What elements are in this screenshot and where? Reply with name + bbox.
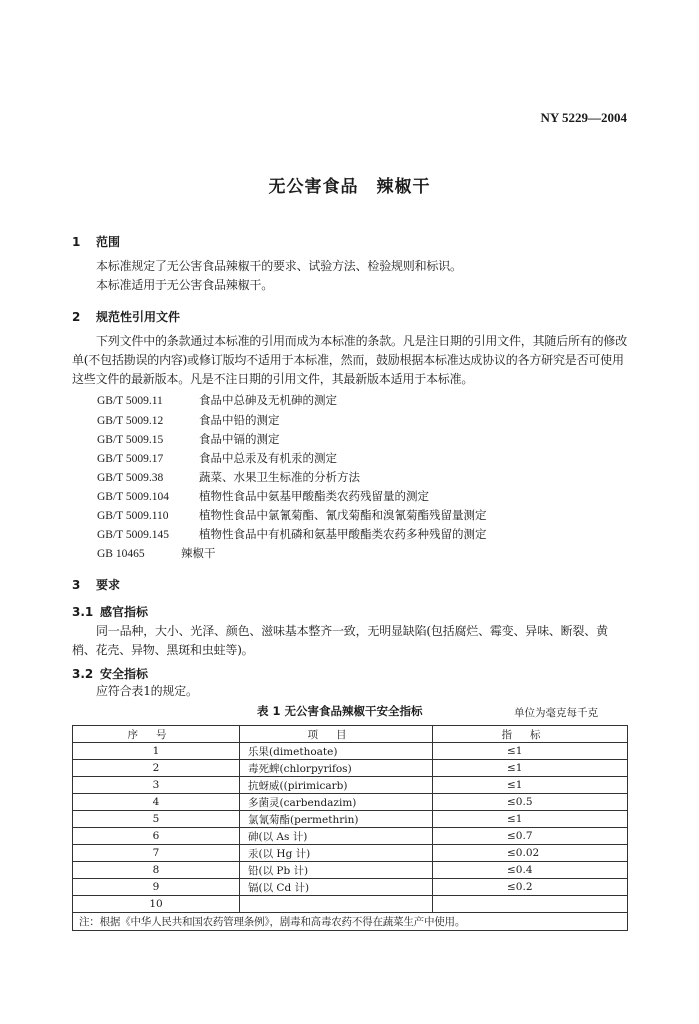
section-3-heading: 3 要求 bbox=[72, 578, 121, 592]
safety-index-table bbox=[72, 725, 628, 931]
reference-item: GB/T 5009.110 植物性食品中氯氰菊酯、氰戊菊酯和溴氰菊酯残留量测定 bbox=[97, 508, 487, 522]
title-part2: 辣椒干 bbox=[376, 177, 431, 197]
table-unit: 单位为毫克每千克 bbox=[514, 707, 598, 719]
table-row: 7 汞(以 Hg 计) ≤0.02 bbox=[73, 845, 628, 862]
document-title bbox=[0, 172, 699, 197]
section-2-heading: 2 规范性引用文件 bbox=[72, 310, 181, 324]
table-row: 6 砷(以 As 计) ≤0.7 bbox=[73, 828, 628, 845]
header-limit: 指标 bbox=[433, 726, 628, 743]
section-1-heading: 1 范围 bbox=[72, 235, 121, 249]
table-row: 4 多菌灵(carbendazim) ≤0.5 bbox=[73, 794, 628, 811]
section-2-para: 下列文件中的条款通过本标准的引用而成为本标准的条款。凡是注日期的引用文件，其随后所有的修改单(不包括勘误的内容)或修订版均不适用于本标准，然而，鼓励根据本标准达成协议的各方研究是否可使用这些文件的最新版本。凡是不注日期的引用文件，其最新版本适用于本标准。 bbox=[72, 334, 628, 386]
table-header-row bbox=[73, 726, 628, 743]
table-row: 1 乐果(dimethoate) ≤1 bbox=[73, 743, 628, 760]
table-note-row bbox=[73, 913, 628, 931]
table-caption: 表 1 无公害食品辣椒干安全指标 bbox=[257, 704, 423, 718]
reference-item: GB/T 5009.12 食品中铅的测定 bbox=[97, 413, 280, 427]
section-3-2-heading: 3.2 安全指标 bbox=[72, 667, 149, 681]
table-row: 8 铅(以 Pb 计) ≤0.4 bbox=[73, 862, 628, 879]
section-1-para-1: 本标准规定了无公害食品辣椒干的要求、试验方法、检验规则和标识。 bbox=[96, 259, 462, 273]
table-row: 10 bbox=[73, 896, 628, 913]
section-1-para-2: 本标准适用于无公害食品辣椒干。 bbox=[96, 278, 274, 292]
section-3-1-para: 同一品种，大小、光泽、颜色、滋味基本整齐一致，无明显缺陷(包括腐烂、霉变、异味、断裂、黄梢、花壳、异物、黑斑和虫蛀等)。 bbox=[72, 624, 608, 657]
title-part1: 无公害食品 bbox=[268, 177, 359, 197]
table-note: 注：根据《中华人民共和国农药管理条例》，剧毒和高毒农药不得在蔬菜生产中使用。 bbox=[73, 913, 628, 931]
section-3-2-para: 应符合表1的规定。 bbox=[96, 684, 198, 698]
section-3-1-heading: 3.1 感官指标 bbox=[72, 605, 149, 619]
table-row: 2 毒死蜱(chlorpyrifos) ≤1 bbox=[73, 760, 628, 777]
reference-item: GB/T 5009.38 蔬菜、水果卫生标准的分析方法 bbox=[97, 470, 360, 484]
header-item: 项目 bbox=[240, 726, 433, 743]
reference-item: GB 10465 辣椒干 bbox=[97, 546, 216, 560]
table-row: 5 氯氰菊酯(permethrin) ≤1 bbox=[73, 811, 628, 828]
reference-item: GB/T 5009.15 食品中镉的测定 bbox=[97, 432, 280, 446]
reference-item: GB/T 5009.145 植物性食品中有机磷和氨基甲酸酯类农药多种残留的测定 bbox=[97, 527, 487, 541]
header-seq: 序号 bbox=[73, 726, 240, 743]
standard-number: NY 5229—2004 bbox=[540, 110, 627, 125]
table-row: 9 镉(以 Cd 计) ≤0.2 bbox=[73, 879, 628, 896]
reference-item: GB/T 5009.11 食品中总砷及无机砷的测定 bbox=[97, 393, 337, 407]
reference-item: GB/T 5009.17 食品中总汞及有机汞的测定 bbox=[97, 451, 337, 465]
table-row: 3 抗蚜威((pirimicarb) ≤1 bbox=[73, 777, 628, 794]
reference-item: GB/T 5009.104 植物性食品中氨基甲酸酯类农药残留量的测定 bbox=[97, 489, 429, 503]
